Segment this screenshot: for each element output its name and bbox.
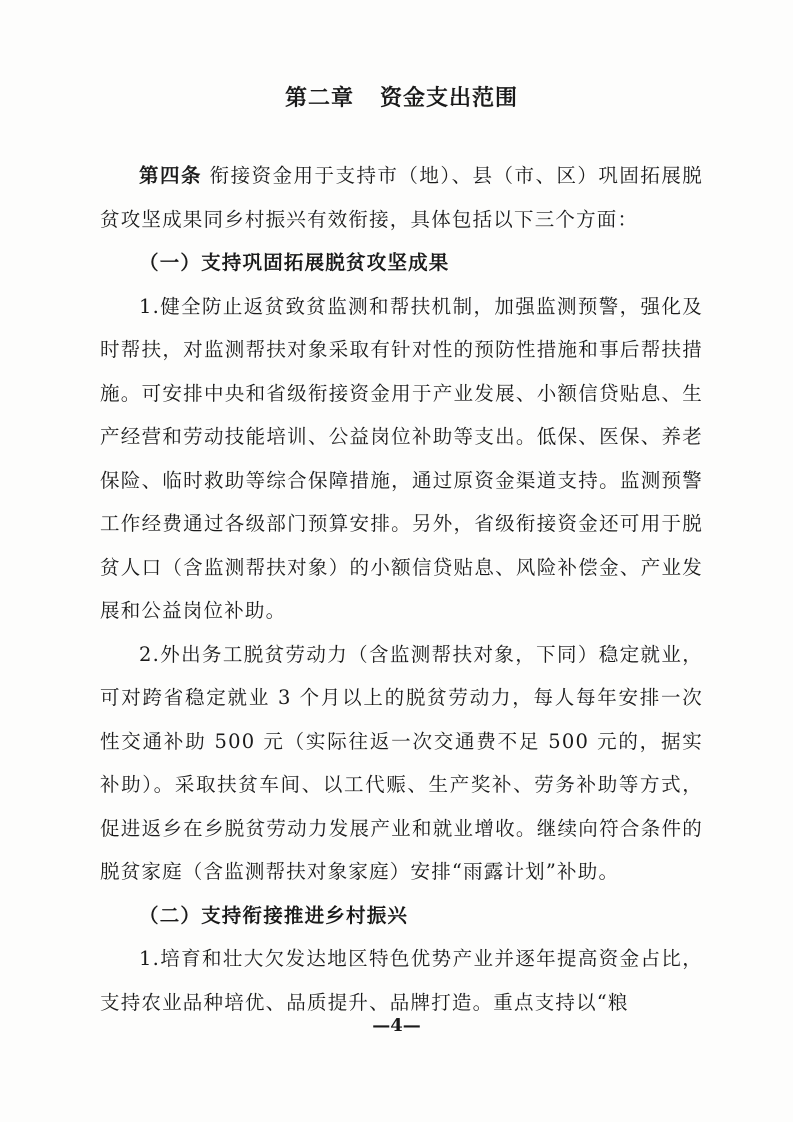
chapter-name: 资金支出范围 bbox=[380, 86, 519, 111]
section-1-heading: （一）支持巩固拓展脱贫攻坚成果 bbox=[139, 251, 450, 274]
chapter-title bbox=[100, 84, 703, 114]
chapter-number: 第二章 bbox=[284, 86, 354, 111]
section-2-item-1: 1.培育和壮大欠发达地区特色优势产业并逐年提高资金占比，支持农业品种培优、品质提升、品牌打造。重点支持以“粮 bbox=[100, 947, 703, 1014]
article-4-text: 衔接资金用于支持市（地）、县（市、区）巩固拓展脱贫攻坚成果同乡村振兴有效衔接，具体包括以下三个方面： bbox=[100, 164, 703, 231]
section-1-item-2: 2.外出务工脱贫劳动力（含监测帮扶对象，下同）稳定就业，可对跨省稳定就业 3 个月以上的脱贫劳动力，每人每年安排一次性交通补助 500 元（实际往返一次交通费不足 500 元的，据实补助）。采取扶贫车间、以工代赈、生产奖补、劳务补助等方式，促进返乡在乡脱贫劳动力发展产业和就业增收。继续向符合条件的脱贫家庭（含监测帮扶对象家庭）安排“雨露计划”补助。 bbox=[100, 642, 703, 883]
section-1-item-1: 1.健全防止返贫致贫监测和帮扶机制，加强监测预警，强化及时帮扶，对监测帮扶对象采取有针对性的预防性措施和事后帮扶措施。可安排中央和省级衔接资金用于产业发展、小额信贷贴息、生产经营和劳动技能培训、公益岗位补助等支出。低保、医保、养老保险、临时救助等综合保障措施，通过原资金渠道支持。监测预警工作经费通过各级部门预算安排。另外，省级衔接资金还可用于脱贫人口（含监测帮扶对象）的小额信贷贴息、风险补偿金、产业发展和公益岗位补助。 bbox=[100, 294, 703, 622]
section-2-heading: （二）支持衔接推进乡村振兴 bbox=[139, 903, 409, 927]
article-4-paragraph bbox=[100, 154, 703, 241]
page-number: —4— bbox=[372, 1015, 421, 1036]
article-4-label: 第四条 bbox=[139, 164, 202, 187]
